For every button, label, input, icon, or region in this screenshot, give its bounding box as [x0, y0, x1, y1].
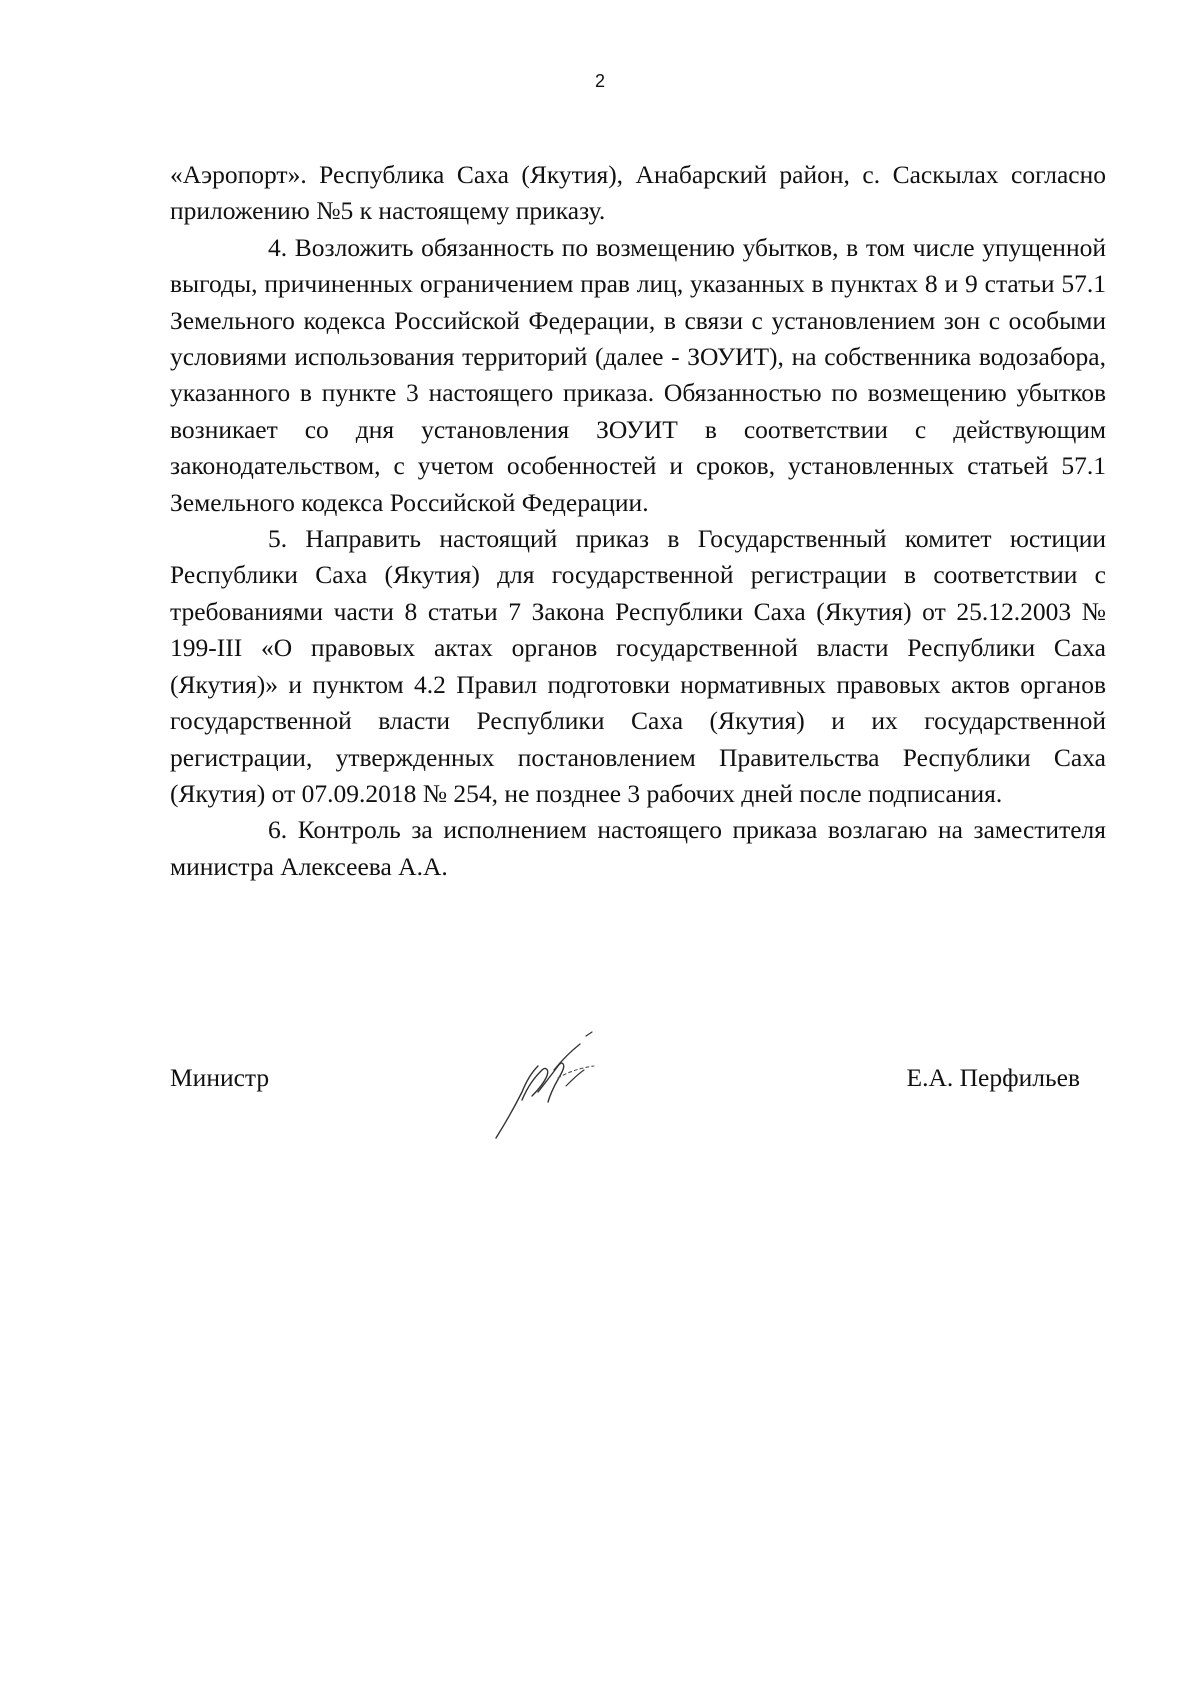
page-number: 2 [594, 71, 605, 91]
signer-title: Министр [170, 1063, 270, 1092]
paragraph-item-5: 5. Направить настоящий приказ в Государственный комитет юстиции Республики Саха (Якутия) для государственной регистрации в соответствии с требованиями части 8 статьи 7 Закона Республики Саха (Якутия) от 25.12.2003 № 199-III «О правовых актах органов государственной власти Республики Саха (Якутия)» и пунктом 4.2 Правил подготовки нормативных правовых актов органов государственной власти Республики Саха (Якутия) и их государственной регистрации, утвержденных постановлением Правительства Республики Саха (Якутия) от 07.09.2018 № 254, не позднее 3 рабочих дней после подписания. [170, 524, 1106, 808]
signature-block [170, 1060, 1080, 1180]
paragraph-continuation: «Аэропорт». Республика Саха (Якутия), Анабарский район, с. Саскылах согласно приложению №5 к настоящему приказу. [170, 160, 1106, 226]
signer-name: Е.А. Перфильев [906, 1063, 1080, 1092]
handwritten-signature-icon [488, 1030, 618, 1145]
paragraph-item-6: 6. Контроль за исполнением настоящего приказа возлагаю на заместителя министра Алексеева А.А. [170, 815, 1106, 881]
document-body [170, 157, 1106, 885]
paragraph-item-4: 4. Возложить обязанность по возмещению убытков, в том числе упущенной выгоды, причиненных ограничением прав лиц, указанных в пунктах 8 и 9 статьи 57.1 Земельного кодекса Российской Федерации, в связи с установлением зон с особыми условиями использования территорий (далее - ЗОУИТ), на собственника водозабора, указанного в пункте 3 настоящего приказа. Обязанностью по возмещению убытков возникает со дня установления ЗОУИТ в соответствии с действующим законодательством, с учетом особенностей и сроков, установленных статьей 57.1 Земельного кодекса Российской Федерации. [170, 232, 1106, 517]
